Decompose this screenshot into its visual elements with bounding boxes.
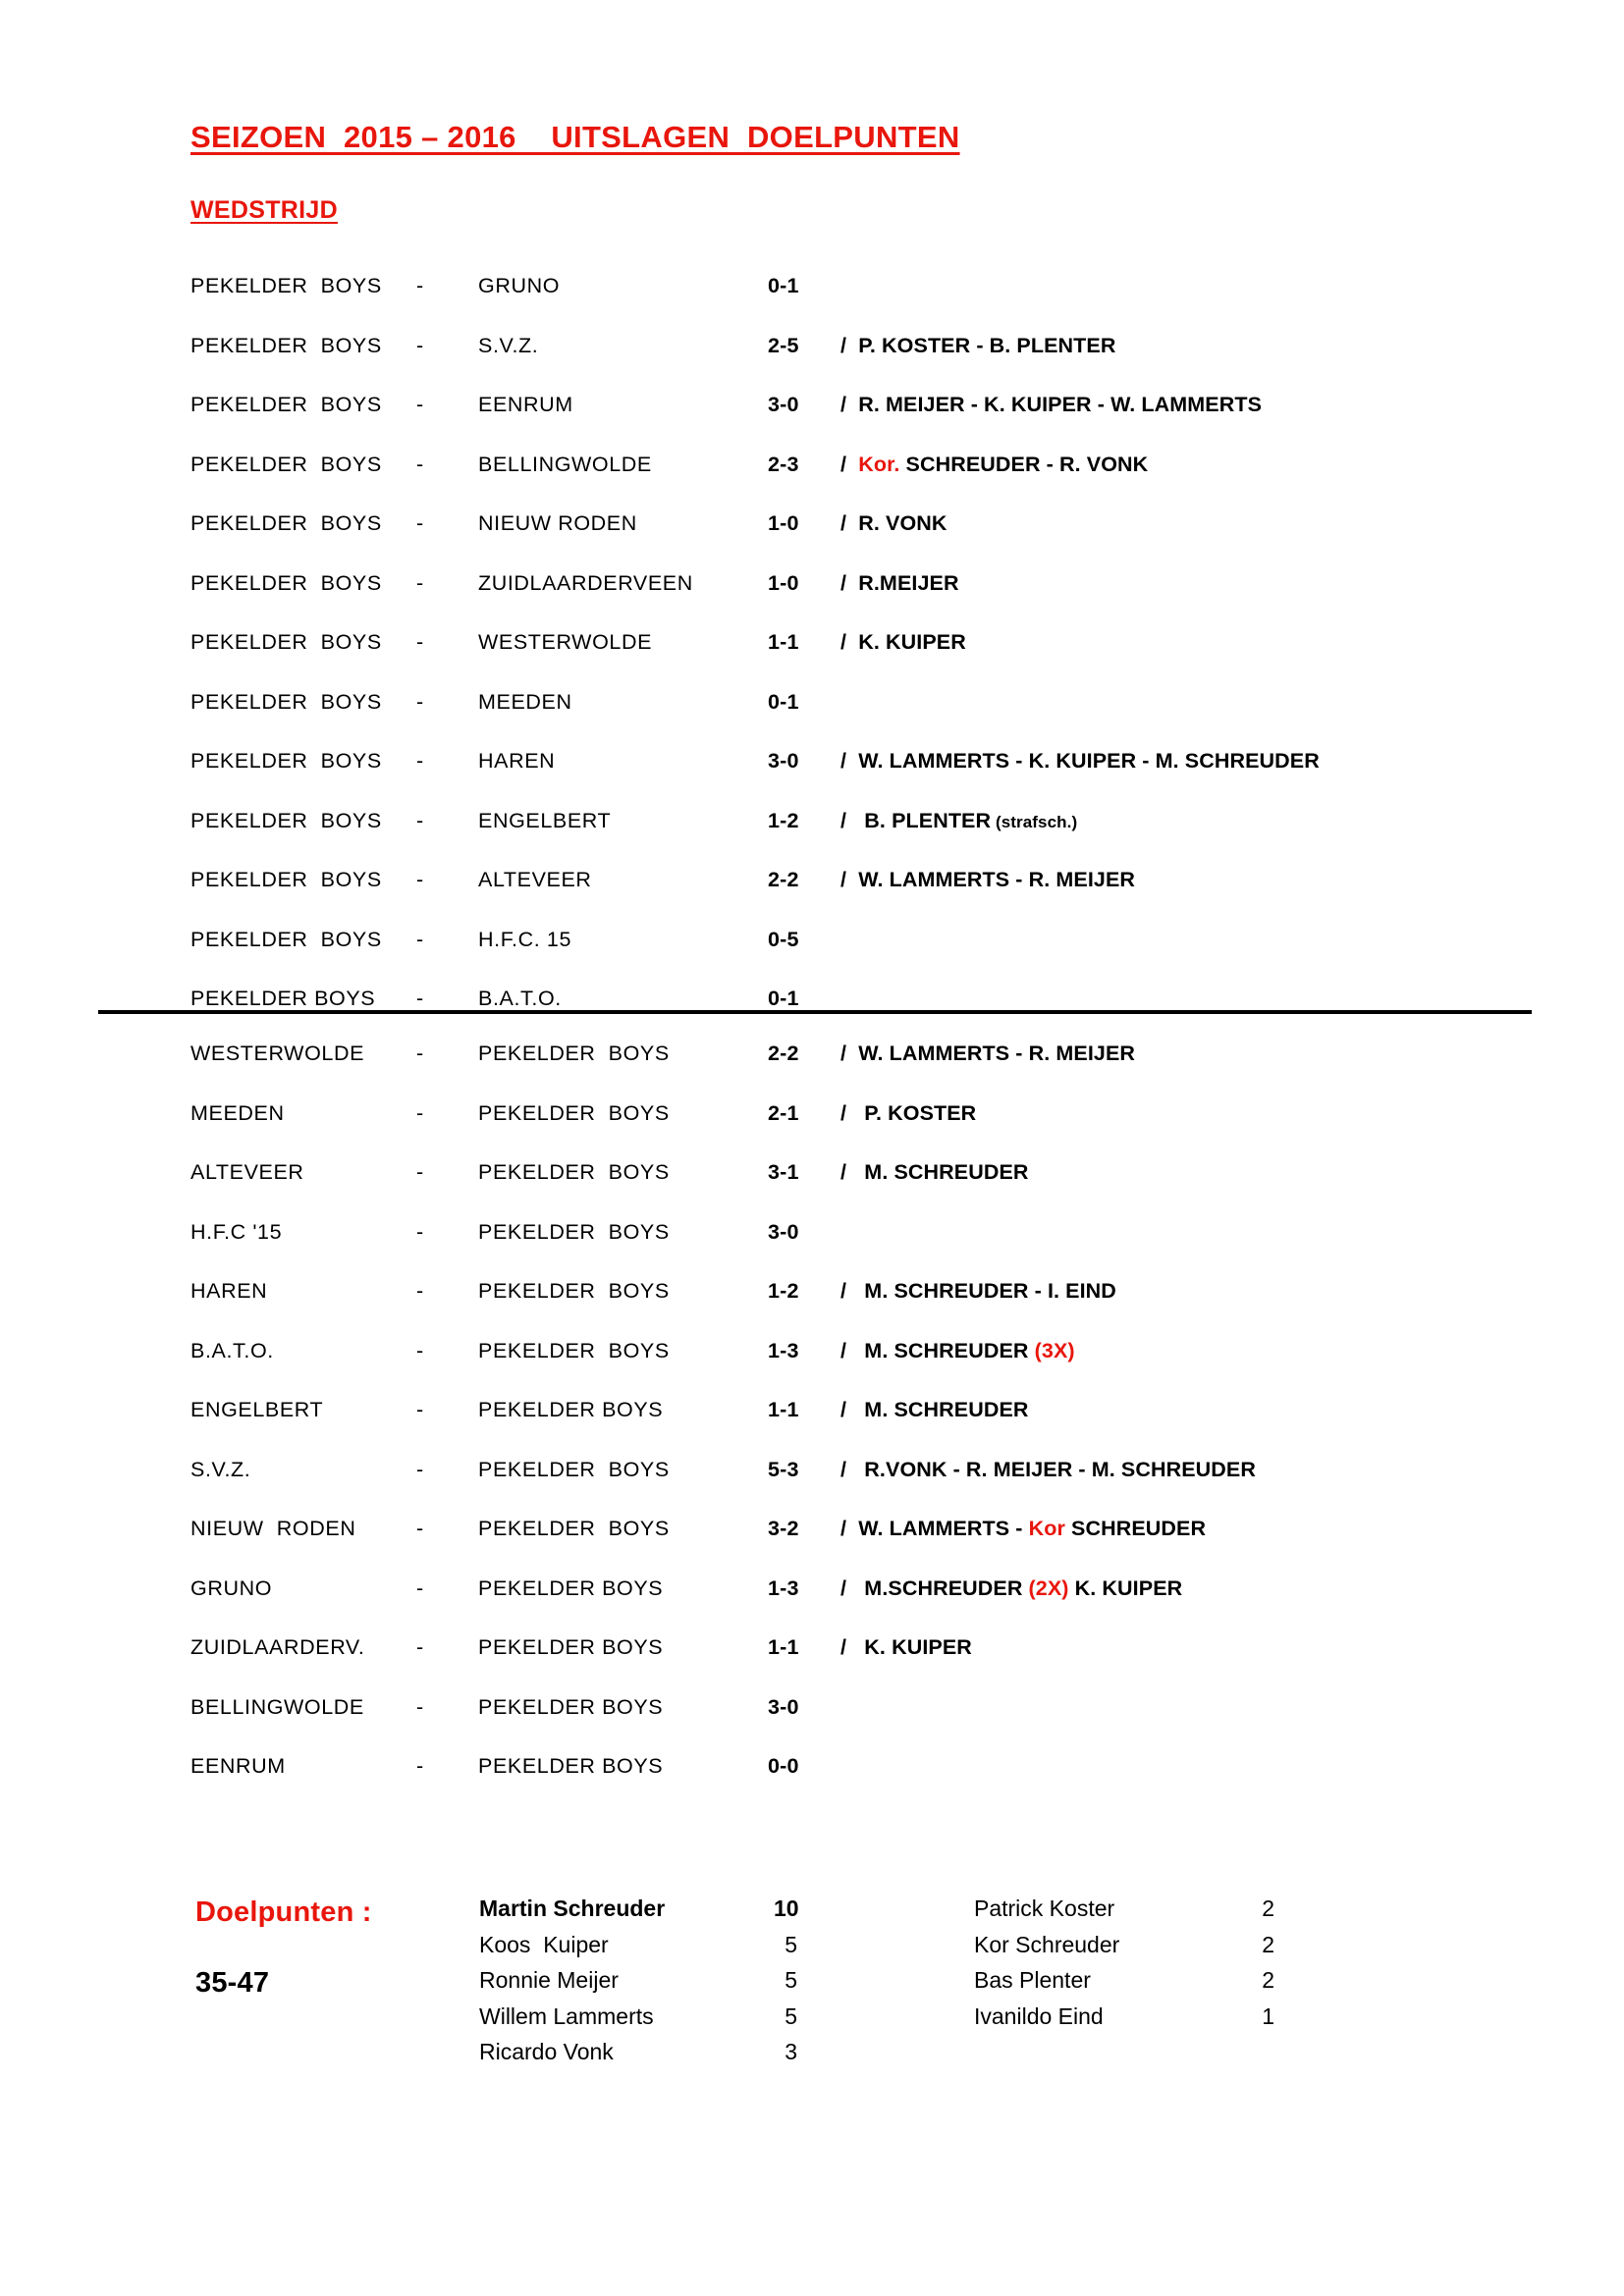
match-row xyxy=(0,986,1624,1045)
match-score: 2-2 xyxy=(768,1041,799,1065)
match-score: 1-2 xyxy=(768,808,799,832)
scorer-fragment-1: (3X) xyxy=(1034,1338,1075,1362)
match-away-team: PEKELDER BOYS xyxy=(478,1635,664,1659)
match-scorers xyxy=(840,392,1262,417)
match-row xyxy=(0,1397,1624,1457)
match-separator: - xyxy=(416,1160,424,1184)
match-scorers xyxy=(840,333,1115,358)
match-away-team: ENGELBERT xyxy=(478,808,612,832)
scorer-name: Ivanildo Eind xyxy=(974,2002,1104,2029)
match-home-team: PEKELDER BOYS xyxy=(190,630,382,654)
match-scorers xyxy=(840,1516,1206,1541)
match-scorers xyxy=(840,629,966,655)
match-separator: - xyxy=(416,1041,424,1065)
match-separator: - xyxy=(416,1457,424,1481)
match-score: 3-0 xyxy=(768,1694,799,1719)
match-away-team: ALTEVEER xyxy=(478,868,592,891)
scorer-slash: / xyxy=(840,393,859,416)
match-scorers xyxy=(840,1100,976,1126)
scorer-slash: / xyxy=(840,1517,859,1540)
scorer-fragment-2: SCHREUDER xyxy=(1064,1517,1207,1540)
match-home-team: NIEUW RODEN xyxy=(190,1517,356,1540)
match-separator: - xyxy=(416,868,424,891)
match-row xyxy=(0,1634,1624,1694)
goal-summary-label: Doelpunten : xyxy=(195,1896,372,1928)
scorer-fragment-0: B. PLENTER xyxy=(858,808,992,832)
home-matches-list xyxy=(0,273,1624,1045)
match-scorers xyxy=(840,510,947,536)
scorer-goal-count: 1 xyxy=(1262,2002,1274,2029)
scorer-slash: / xyxy=(840,1398,859,1421)
match-home-team: HAREN xyxy=(190,1279,268,1303)
match-separator: - xyxy=(416,987,424,1010)
match-home-team: PEKELDER BOYS xyxy=(190,570,382,595)
match-away-team: ZUIDLAARDERVEEN xyxy=(478,570,693,595)
match-away-team: PEKELDER BOYS xyxy=(478,1754,664,1778)
scorer-slash: / xyxy=(840,452,859,476)
match-score: 1-0 xyxy=(768,570,799,595)
scorer-goal-count: 5 xyxy=(785,1967,797,1993)
match-row xyxy=(0,689,1624,749)
match-score: 0-5 xyxy=(768,927,799,951)
match-score: 2-2 xyxy=(768,868,799,891)
match-home-team: PEKELDER BOYS xyxy=(190,393,382,416)
match-row xyxy=(0,748,1624,808)
match-away-team: PEKELDER BOYS xyxy=(478,1694,664,1719)
scorer-fragment-0: M. SCHREUDER xyxy=(858,1160,1029,1184)
match-row xyxy=(0,1694,1624,1754)
match-home-team: MEEDEN xyxy=(190,1100,285,1125)
match-scorers xyxy=(840,570,959,596)
match-score: 2-3 xyxy=(768,452,799,476)
match-score: 3-0 xyxy=(768,749,799,773)
match-row xyxy=(0,1159,1624,1219)
scorer-name: Willem Lammerts xyxy=(479,2002,654,2029)
scorer-slash: / xyxy=(840,1575,859,1600)
scorer-fragment-1: (strafsch.) xyxy=(991,812,1078,831)
match-row xyxy=(0,1278,1624,1338)
match-row xyxy=(0,629,1624,689)
match-scorers xyxy=(840,1575,1182,1601)
match-row xyxy=(0,510,1624,570)
match-row xyxy=(0,452,1624,511)
scorer-fragment-2: K. KUIPER xyxy=(1068,1575,1183,1600)
match-score: 2-5 xyxy=(768,333,799,357)
match-home-team: PEKELDER BOYS xyxy=(190,808,382,832)
match-scorers xyxy=(840,1634,972,1660)
scorer-slash: / xyxy=(840,1338,859,1362)
match-home-team: PEKELDER BOYS xyxy=(190,274,382,297)
scorer-goal-count: 2 xyxy=(1262,1896,1274,1921)
match-separator: - xyxy=(416,333,424,357)
scorer-fragment-1: (2X) xyxy=(1028,1575,1069,1600)
scorer-fragment-0: P. KOSTER - B. PLENTER xyxy=(858,333,1116,357)
match-home-team: ALTEVEER xyxy=(190,1160,304,1184)
match-home-team: S.V.Z. xyxy=(190,1457,251,1481)
scorer-goal-count: 5 xyxy=(785,2002,797,2029)
match-score: 3-1 xyxy=(768,1160,799,1184)
match-row xyxy=(0,333,1624,393)
match-separator: - xyxy=(416,452,424,476)
match-row xyxy=(0,1457,1624,1517)
match-away-team: WESTERWOLDE xyxy=(478,630,653,654)
scorer-fragment-0: K. KUIPER xyxy=(858,1635,972,1659)
match-separator: - xyxy=(416,570,424,595)
scorer-slash: / xyxy=(840,868,859,891)
scorer-fragment-0: P. KOSTER xyxy=(858,1100,977,1125)
match-away-team: BELLINGWOLDE xyxy=(478,452,652,476)
match-away-team: PEKELDER BOYS xyxy=(478,1338,670,1362)
match-away-team: PEKELDER BOYS xyxy=(478,1279,670,1303)
scorer-name: Bas Plenter xyxy=(974,1967,1091,1993)
match-away-team: MEEDEN xyxy=(478,689,572,714)
scorer-slash: / xyxy=(840,1160,859,1184)
match-score: 1-3 xyxy=(768,1338,799,1362)
scorer-slash: / xyxy=(840,1041,859,1065)
match-row xyxy=(0,273,1624,333)
scorer-fragment-0: W. LAMMERTS - xyxy=(858,1517,1029,1540)
match-away-team: PEKELDER BOYS xyxy=(478,1100,670,1125)
section-divider xyxy=(98,1010,1532,1014)
match-home-team: PEKELDER BOYS xyxy=(190,749,382,773)
scorer-goal-count: 5 xyxy=(785,1931,797,1957)
match-score: 1-3 xyxy=(768,1575,799,1600)
match-separator: - xyxy=(416,689,424,714)
match-scorers xyxy=(840,1457,1256,1482)
goal-total: 35-47 xyxy=(195,1967,270,1999)
match-score: 3-0 xyxy=(768,393,799,416)
match-scorers xyxy=(840,748,1320,774)
match-row xyxy=(0,392,1624,452)
match-separator: - xyxy=(416,393,424,416)
match-separator: - xyxy=(416,1338,424,1362)
match-away-team: HAREN xyxy=(478,749,556,773)
match-home-team: WESTERWOLDE xyxy=(190,1041,365,1065)
match-away-team: PEKELDER BOYS xyxy=(478,1575,664,1600)
scorer-fragment-0: R.VONK - R. MEIJER - M. SCHREUDER xyxy=(858,1457,1256,1481)
scorer-fragment-0: Kor. xyxy=(858,452,900,476)
scorer-fragment-0: M.SCHREUDER xyxy=(858,1575,1029,1600)
match-home-team: PEKELDER BOYS xyxy=(190,452,382,476)
match-separator: - xyxy=(416,1635,424,1659)
scorer-fragment-0: W. LAMMERTS - R. MEIJER xyxy=(858,1041,1136,1065)
match-separator: - xyxy=(416,630,424,654)
scorer-slash: / xyxy=(840,1457,859,1481)
match-score: 5-3 xyxy=(768,1457,799,1481)
match-home-team: ZUIDLAARDERV. xyxy=(190,1635,365,1659)
match-separator: - xyxy=(416,1100,424,1125)
match-row xyxy=(0,808,1624,868)
page-title: SEIZOEN 2015 – 2016 UITSLAGEN DOELPUNTEN xyxy=(190,120,960,154)
scorer-slash: / xyxy=(840,1279,859,1303)
match-home-team: BELLINGWOLDE xyxy=(190,1694,364,1719)
scorer-goal-count: 10 xyxy=(774,1896,799,1921)
match-scorers xyxy=(840,1041,1135,1066)
match-separator: - xyxy=(416,1398,424,1421)
match-away-team: EENRUM xyxy=(478,393,573,416)
match-away-team: GRUNO xyxy=(478,274,561,297)
match-score: 3-0 xyxy=(768,1219,799,1244)
match-row xyxy=(0,1100,1624,1160)
match-separator: - xyxy=(416,927,424,951)
match-separator: - xyxy=(416,1694,424,1719)
match-away-team: NIEUW RODEN xyxy=(478,511,637,535)
scorer-goal-count: 3 xyxy=(785,2039,797,2064)
scorer-fragment-1: SCHREUDER - R. VONK xyxy=(899,452,1149,476)
match-scorers xyxy=(840,1159,1029,1185)
scorer-slash: / xyxy=(840,333,859,357)
match-away-team: PEKELDER BOYS xyxy=(478,1041,670,1065)
match-separator: - xyxy=(416,1219,424,1244)
match-away-team: B.A.T.O. xyxy=(478,987,562,1010)
match-home-team: PEKELDER BOYS xyxy=(190,868,382,891)
scorer-fragment-0: W. LAMMERTS - R. MEIJER xyxy=(858,868,1136,891)
match-away-team: PEKELDER BOYS xyxy=(478,1457,670,1481)
match-home-team: ENGELBERT xyxy=(190,1398,324,1421)
match-home-team: H.F.C '15 xyxy=(190,1219,283,1244)
scorer-fragment-0: W. LAMMERTS - K. KUIPER - M. SCHREUDER xyxy=(858,749,1320,773)
match-separator: - xyxy=(416,808,424,832)
match-score: 0-1 xyxy=(768,987,799,1010)
match-away-team: PEKELDER BOYS xyxy=(478,1398,664,1421)
match-score: 0-0 xyxy=(768,1754,799,1778)
match-separator: - xyxy=(416,274,424,297)
match-home-team: PEKELDER BOYS xyxy=(190,333,382,357)
match-score: 1-1 xyxy=(768,630,799,654)
match-score: 3-2 xyxy=(768,1517,799,1540)
match-home-team: PEKELDER BOYS xyxy=(190,987,376,1010)
match-score: 1-2 xyxy=(768,1279,799,1303)
match-score: 1-1 xyxy=(768,1398,799,1421)
scorer-name: Patrick Koster xyxy=(974,1896,1115,1921)
match-away-team: H.F.C. 15 xyxy=(478,927,572,951)
scorer-fragment-0: M. SCHREUDER - I. EIND xyxy=(858,1279,1116,1303)
scorer-slash: / xyxy=(840,1635,859,1659)
scorer-name: Ricardo Vonk xyxy=(479,2039,614,2064)
match-row xyxy=(0,927,1624,987)
match-score: 0-1 xyxy=(768,689,799,714)
scorer-goal-count: 2 xyxy=(1262,1931,1274,1957)
scorer-slash: / xyxy=(840,570,859,595)
match-scorers xyxy=(840,867,1135,892)
scorer-fragment-0: M. SCHREUDER xyxy=(858,1338,1035,1362)
section-heading-wedstrijd: WEDSTRIJD xyxy=(190,196,338,224)
scorer-name: Ronnie Meijer xyxy=(479,1967,619,1993)
match-home-team: B.A.T.O. xyxy=(190,1338,274,1362)
scorer-slash: / xyxy=(840,749,859,773)
match-away-team: PEKELDER BOYS xyxy=(478,1517,670,1540)
match-scorers xyxy=(840,1397,1029,1422)
scorer-name: Kor Schreuder xyxy=(974,1931,1120,1957)
scorer-name: Martin Schreuder xyxy=(479,1896,666,1921)
match-row xyxy=(0,1338,1624,1398)
match-away-team: S.V.Z. xyxy=(478,333,539,357)
match-separator: - xyxy=(416,749,424,773)
match-row xyxy=(0,867,1624,927)
scorer-fragment-0: M. SCHREUDER xyxy=(858,1398,1029,1421)
match-row xyxy=(0,1041,1624,1100)
match-score: 1-1 xyxy=(768,1635,799,1659)
match-scorers xyxy=(840,808,1077,835)
match-separator: - xyxy=(416,1754,424,1778)
away-matches-list xyxy=(0,1041,1624,1813)
scorer-fragment-0: R. MEIJER - K. KUIPER - W. LAMMERTS xyxy=(858,393,1263,416)
scorer-fragment-0: R. VONK xyxy=(858,511,947,535)
match-home-team: PEKELDER BOYS xyxy=(190,689,382,714)
match-home-team: EENRUM xyxy=(190,1754,286,1778)
scorer-name: Koos Kuiper xyxy=(479,1931,609,1957)
match-score: 2-1 xyxy=(768,1100,799,1125)
match-separator: - xyxy=(416,1575,424,1600)
match-separator: - xyxy=(416,511,424,535)
scorer-fragment-0: R.MEIJER xyxy=(858,570,959,595)
match-row xyxy=(0,1575,1624,1635)
match-home-team: GRUNO xyxy=(190,1575,273,1600)
match-home-team: PEKELDER BOYS xyxy=(190,927,382,951)
scorer-fragment-0: K. KUIPER xyxy=(858,630,966,654)
match-away-team: PEKELDER BOYS xyxy=(478,1219,670,1244)
scorer-slash: / xyxy=(840,511,859,535)
match-scorers xyxy=(840,452,1148,477)
scorer-fragment-1: Kor xyxy=(1028,1517,1065,1540)
match-row xyxy=(0,1753,1624,1813)
scorer-goal-count: 2 xyxy=(1262,1967,1274,1993)
scorer-slash: / xyxy=(840,630,859,654)
match-home-team: PEKELDER BOYS xyxy=(190,511,382,535)
match-separator: - xyxy=(416,1279,424,1303)
match-row xyxy=(0,1219,1624,1279)
match-separator: - xyxy=(416,1517,424,1540)
match-scorers xyxy=(840,1338,1075,1363)
match-scorers xyxy=(840,1278,1116,1304)
scorer-slash: / xyxy=(840,808,859,832)
match-score: 0-1 xyxy=(768,274,799,297)
match-away-team: PEKELDER BOYS xyxy=(478,1160,670,1184)
match-row xyxy=(0,570,1624,630)
match-score: 1-0 xyxy=(768,511,799,535)
scorer-slash: / xyxy=(840,1100,859,1125)
match-row xyxy=(0,1516,1624,1575)
